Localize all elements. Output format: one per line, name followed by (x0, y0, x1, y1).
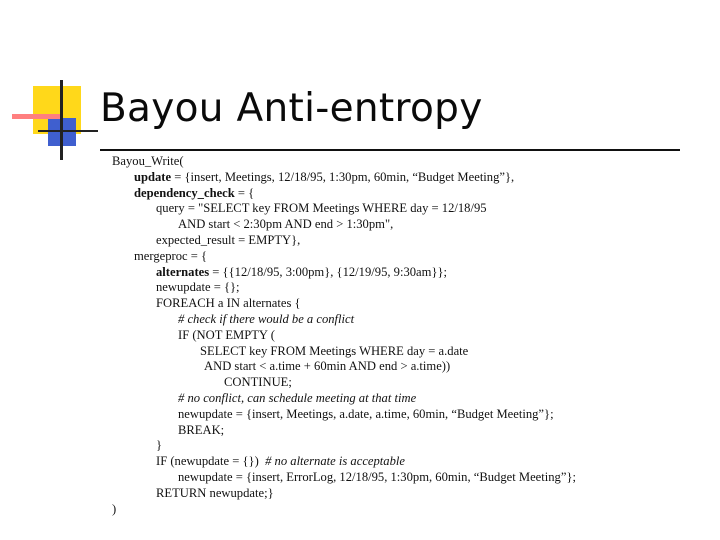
code-line (112, 233, 576, 249)
code-line (112, 344, 576, 360)
code-text: newupdate = {}; (156, 280, 240, 295)
code-line (112, 470, 576, 486)
code-line (112, 359, 576, 375)
code-text: newupdate = {insert, ErrorLog, 12/18/95, 1:30pm, 60min, “Budget Meeting”}; (178, 469, 576, 484)
code-text: FOREACH a IN alternates { (156, 296, 301, 311)
code-line (112, 296, 576, 312)
code-line (112, 265, 576, 281)
code-text: expected_result = EMPTY}, (156, 232, 301, 247)
code-line (112, 502, 576, 518)
code-line (112, 170, 576, 186)
code-text: RETURN newupdate;} (156, 485, 274, 500)
code-text: SELECT key FROM Meetings WHERE day = a.date (200, 343, 469, 358)
code-text: Bayou_Write( (112, 154, 184, 168)
code-keyword: dependency_check (134, 185, 235, 200)
code-text: AND start < 2:30pm AND end > 1:30pm", (178, 217, 394, 232)
code-text: AND start < a.time + 60min AND end > a.time)) (204, 359, 451, 374)
code-comment: # no conflict, can schedule meeting at that time (178, 390, 417, 405)
code-text: newupdate = {insert, Meetings, a.date, a.time, 60min, “Budget Meeting”}; (178, 406, 554, 421)
code-text: } (156, 438, 163, 453)
code-text: BREAK; (178, 422, 225, 437)
code-line (112, 280, 576, 296)
code-line (112, 217, 576, 233)
code-text: IF (NOT EMPTY ( (178, 327, 275, 342)
code-line (112, 249, 576, 265)
title-divider (100, 149, 680, 151)
code-text: CONTINUE; (224, 375, 292, 390)
code-text: mergeproc = { (134, 248, 208, 263)
code-line (112, 201, 576, 217)
slide-title: Bayou Anti-entropy (100, 86, 483, 131)
title-ornament-horizontal-line (38, 130, 98, 132)
code-comment: # check if there would be a conflict (178, 311, 355, 326)
code-text: IF (newupdate = {}) (156, 454, 266, 469)
title-ornament-pink-bar (12, 114, 62, 119)
code-line (112, 423, 576, 439)
code-text: = {{12/18/95, 3:00pm}, {12/19/95, 9:30am}}; (209, 264, 448, 279)
code-text: = {insert, Meetings, 12/18/95, 1:30pm, 60min, “Budget Meeting”}, (171, 169, 515, 184)
code-line (112, 407, 576, 423)
code-text: query = "SELECT key FROM Meetings WHERE day = 12/18/95 (156, 201, 487, 216)
code-keyword: update (134, 169, 172, 184)
code-block (112, 154, 576, 517)
code-line (112, 328, 576, 344)
code-line (112, 454, 576, 470)
code-line (112, 486, 576, 502)
code-text: = { (234, 185, 255, 200)
code-line (112, 375, 576, 391)
title-ornament-vertical-line (60, 80, 63, 160)
code-line (112, 186, 576, 202)
code-line (112, 154, 576, 170)
code-keyword: alternates (156, 264, 210, 279)
code-line (112, 391, 576, 407)
code-line (112, 312, 576, 328)
code-line (112, 438, 576, 454)
code-text: ) (112, 501, 117, 516)
code-comment: # no alternate is acceptable (265, 454, 405, 469)
